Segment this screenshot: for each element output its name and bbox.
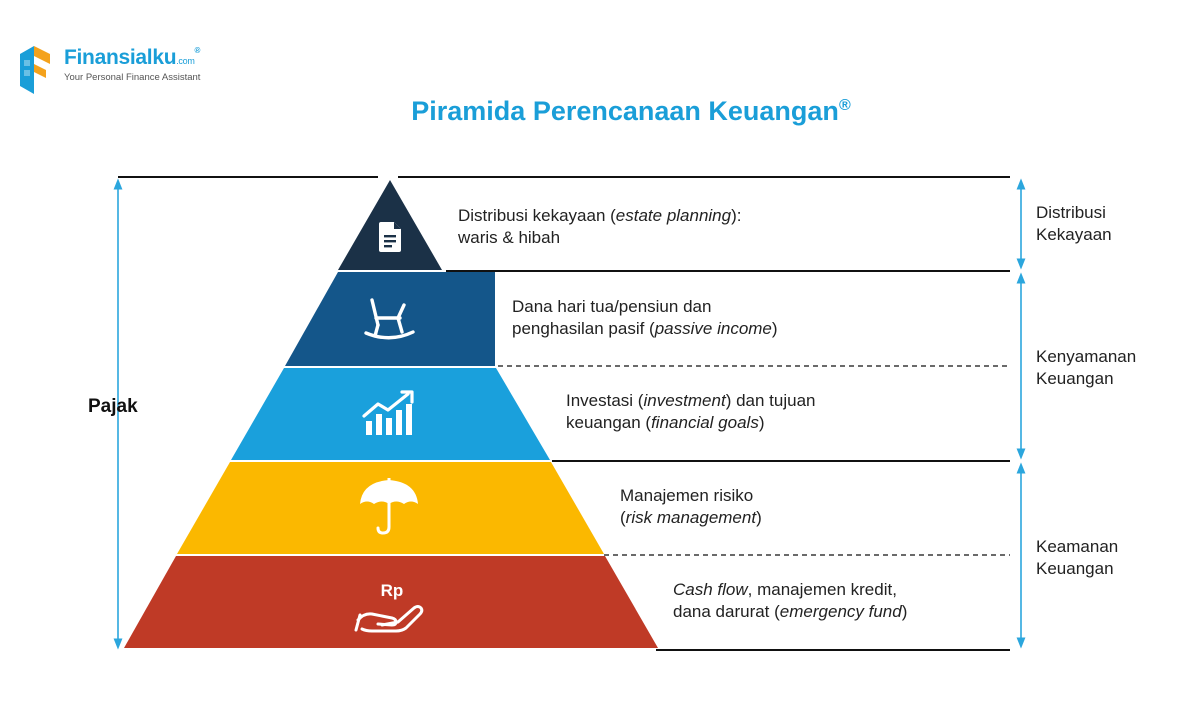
tier-text-segment: , manajemen kredit, — [747, 580, 897, 599]
tier-text-segment: ) — [756, 508, 762, 527]
rp-currency-label: Rp — [380, 581, 404, 600]
tier-description-2 — [512, 296, 778, 340]
tier-description-5 — [673, 579, 907, 623]
tier-text-segment: keuangan ( — [566, 413, 652, 432]
tier-description-line — [566, 412, 815, 434]
tier-text-segment: financial goals — [651, 413, 759, 432]
tier-text-segment: ) dan tujuan — [725, 391, 816, 410]
tier-text-segment: waris & hibah — [458, 228, 561, 247]
tier-description-line — [620, 485, 762, 507]
tier-description-1 — [458, 205, 742, 249]
tier-text-segment: Investasi ( — [566, 391, 644, 410]
tier-description-line — [620, 507, 762, 529]
page-title-text: Piramida Perencanaan Keuangan — [411, 96, 839, 126]
tier-description-line — [673, 601, 907, 623]
document-icon — [379, 222, 401, 252]
brand-tagline: Your Personal Finance Assistant — [64, 72, 201, 83]
tier-description-line — [512, 296, 778, 318]
page-title-mark: ® — [838, 97, 851, 114]
tier-text-segment: passive income — [654, 319, 772, 338]
tier-description-line — [458, 227, 742, 249]
group-label-line: Kenyamanan — [1036, 347, 1137, 366]
group-label-line: Keamanan — [1036, 537, 1119, 556]
tier-text-segment: Manajemen risiko — [620, 486, 754, 505]
group-label-line: Kekayaan — [1036, 225, 1112, 244]
tier-text-segment: risk management — [625, 508, 757, 527]
tier-text-segment: emergency fund — [779, 602, 902, 621]
tier-text-segment: ) — [901, 602, 908, 621]
group-label-line: Keuangan — [1036, 369, 1114, 388]
group-label-line: Distribusi — [1036, 203, 1106, 222]
tier-text-segment: estate planning — [615, 206, 732, 225]
tier-text-segment: Cash flow — [673, 580, 748, 599]
brand-dotcom: .com — [176, 56, 195, 66]
pyramid-tier-5 — [124, 556, 658, 648]
tier-description-line — [458, 205, 742, 227]
tier-text-segment: dana darurat ( — [673, 602, 780, 621]
tier-text-segment: ): — [731, 206, 742, 225]
tier-text-segment: Dana hari tua/pensiun dan — [512, 297, 712, 316]
tier-description-3 — [566, 390, 815, 434]
tier-text-segment: Distribusi kekayaan ( — [458, 206, 616, 225]
tier-description-line — [566, 390, 815, 412]
brand-name: Finansialku — [64, 46, 177, 69]
pajak-label: Pajak — [88, 396, 138, 417]
group-label-keamanan — [1036, 536, 1118, 580]
group-label-kenyamanan — [1036, 346, 1136, 390]
tier-text-segment: ) — [771, 319, 778, 338]
tier-description-line — [673, 579, 907, 601]
tier-text-segment: investment — [643, 391, 726, 410]
pyramid-tier-3 — [231, 368, 550, 460]
tier-text-segment: penghasilan pasif ( — [512, 319, 655, 338]
group-label-distribusi — [1036, 202, 1112, 246]
tier-description-4 — [620, 485, 762, 529]
brand-reg-mark: ® — [194, 46, 201, 55]
tier-text-segment: ) — [758, 413, 765, 432]
group-label-line: Keuangan — [1036, 559, 1114, 578]
tier-text-segment: ( — [620, 508, 626, 527]
tier-description-line — [512, 318, 778, 340]
